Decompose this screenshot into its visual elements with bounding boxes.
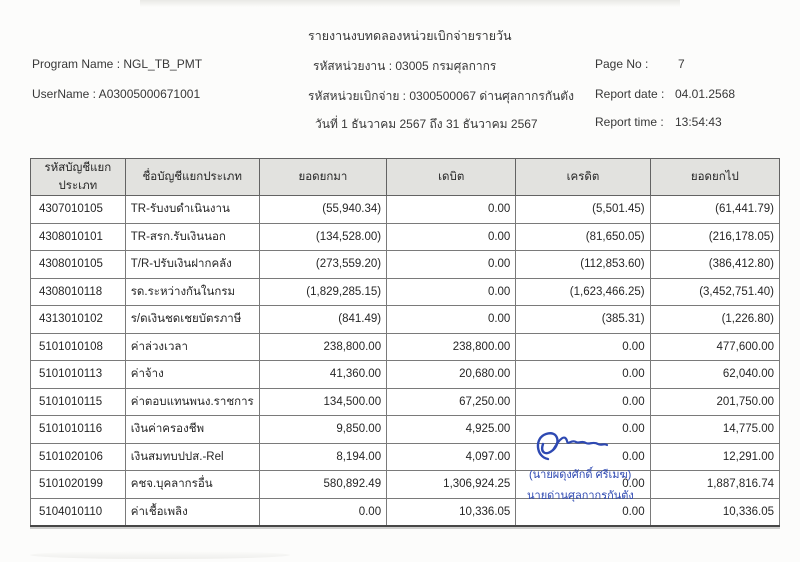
cell-credit: (385.31) [516,306,650,334]
cell-closing-balance: (1,226.80) [650,306,779,334]
cell-debit: 0.00 [387,196,516,224]
cell-opening-balance: (55,940.34) [259,196,386,224]
cell-account-code: 4307010105 [31,196,126,224]
table-row [31,251,780,279]
cell-debit: 4,925.00 [387,416,516,444]
cell-account-name: ค่าเชื้อเพลิง [125,498,259,526]
cell-opening-balance: 134,500.00 [259,388,386,416]
disbursement-code-line: รหัสหน่วยเบิกจ่าย : 0300500067 ด่านศุลกากรกันตัง [308,89,574,103]
cell-debit: 0.00 [387,306,516,334]
scan-artifact-top [140,0,680,7]
cell-account-name: ค่าล่วงเวลา [125,333,259,361]
col-header-closing-balance: ยอดยกไป [650,159,779,196]
col-header-credit: เครดิต [516,159,650,196]
cell-opening-balance: 580,892.49 [259,471,386,499]
report-date-value: 04.01.2568 [675,87,736,101]
cell-account-name: เงินสมทบปปส.-Rel [125,443,259,471]
cell-account-name: T/R-ปรับเงินฝากคลัง [125,251,259,279]
report-time-label: Report time : [595,115,664,129]
table-row [31,306,780,334]
cell-closing-balance: (216,178.05) [650,223,779,251]
page-no-label: Page No : [595,57,649,71]
signer-name: (นายผดุงศักดิ์ ศรีเมฆ) [529,469,632,481]
cell-debit: 238,800.00 [387,333,516,361]
cell-debit: 20,680.00 [387,361,516,389]
signer-title: นายด่านศุลกากรกันตัง [527,490,634,502]
cell-debit: 0.00 [387,223,516,251]
page-no-value: 7 [678,57,685,71]
cell-credit: (1,623,466.25) [516,278,650,306]
cell-closing-balance: 12,291.00 [650,443,779,471]
cell-debit: 1,306,924.25 [387,471,516,499]
table-row [31,388,780,416]
cell-credit: 0.00 [516,333,650,361]
cell-account-code: 5101020199 [31,471,126,499]
cell-credit: (81,650.05) [516,223,650,251]
cell-closing-balance: (3,452,751.40) [650,278,779,306]
cell-opening-balance: 238,800.00 [259,333,386,361]
cell-account-name: ค่าตอบแทนพนง.ราชการ [125,388,259,416]
cell-account-name: เงินค่าครองชีพ [125,416,259,444]
cell-opening-balance: 0.00 [259,498,386,526]
cell-credit: (112,853.60) [516,251,650,279]
table-row [31,498,780,526]
table-row [31,278,780,306]
cell-closing-balance: 201,750.00 [650,388,779,416]
cell-debit: 67,250.00 [387,388,516,416]
report-title: รายงานงบทดลองหน่วยเบิกจ่ายรายวัน [308,29,512,43]
table-row [31,361,780,389]
cell-credit: 0.00 [516,361,650,389]
col-header-opening-balance: ยอดยกมา [259,159,386,196]
cell-account-code: 5101010115 [31,388,126,416]
table-row [31,471,780,499]
cell-account-code: 4308010105 [31,251,126,279]
cell-closing-balance: (386,412.80) [650,251,779,279]
cell-account-code: 5101020106 [31,443,126,471]
program-name-line: Program Name : NGL_TB_PMT [32,57,203,71]
cell-account-name: ค่าจ้าง [125,361,259,389]
cell-debit: 0.00 [387,251,516,279]
cell-account-code: 5101010113 [31,361,126,389]
cell-account-code: 4308010118 [31,278,126,306]
cell-debit: 0.00 [387,278,516,306]
table-body [31,196,780,526]
cell-closing-balance: 10,336.05 [650,498,779,526]
cell-account-name: TR-รับงบดำเนินงาน [125,196,259,224]
table-row [31,443,780,471]
trial-balance-table [30,158,780,527]
col-header-account-code: รหัสบัญชีแยกประเภท [31,159,126,196]
cell-credit: (5,501.45) [516,196,650,224]
cell-closing-balance: (61,441.79) [650,196,779,224]
cell-account-code: 5101010116 [31,416,126,444]
cell-opening-balance: 41,360.00 [259,361,386,389]
report-time-value: 13:54:43 [675,115,722,129]
cell-account-name: รด.ระหว่างกันในกรม [125,278,259,306]
report-date-label: Report date : [595,87,665,101]
cell-closing-balance: 14,775.00 [650,416,779,444]
cell-debit: 10,336.05 [387,498,516,526]
cell-account-code: 5101010108 [31,333,126,361]
date-range-line: วันที่ 1 ธันวาคม 2567 ถึง 31 ธันวาคม 2567 [315,117,538,131]
cell-account-code: 4308010101 [31,223,126,251]
cell-opening-balance: 9,850.00 [259,416,386,444]
cell-account-name: ร/ดเงินชดเชยบัตรภาษี [125,306,259,334]
cell-credit: 0.00 [516,471,650,499]
table-row [31,223,780,251]
table-header-row [31,159,780,196]
table-row [31,416,780,444]
col-header-debit: เดบิต [387,159,516,196]
cell-account-name: คชจ.บุคลากรอื่น [125,471,259,499]
cell-credit: 0.00 [516,416,650,444]
table-row [31,196,780,224]
cell-opening-balance: (273,559.20) [259,251,386,279]
cell-credit: 0.00 [516,498,650,526]
username-line: UserName : A03005000671001 [32,87,201,101]
cell-credit: 0.00 [516,443,650,471]
scan-artifact-bottom [30,551,290,559]
cell-opening-balance: (841.49) [259,306,386,334]
cell-opening-balance: (1,829,285.15) [259,278,386,306]
cell-closing-balance: 477,600.00 [650,333,779,361]
cell-credit: 0.00 [516,388,650,416]
table-row [31,333,780,361]
cell-account-code: 4313010102 [31,306,126,334]
cell-account-name: TR-สรก.รับเงินนอก [125,223,259,251]
agency-code-line: รหัสหน่วยงาน : 03005 กรมศุลกากร [313,59,497,73]
col-header-account-name: ชื่อบัญชีแยกประเภท [125,159,259,196]
cell-opening-balance: (134,528.00) [259,223,386,251]
cell-account-code: 5104010110 [31,498,126,526]
cell-closing-balance: 1,887,816.74 [650,471,779,499]
cell-opening-balance: 8,194.00 [259,443,386,471]
cell-debit: 4,097.00 [387,443,516,471]
cell-closing-balance: 62,040.00 [650,361,779,389]
